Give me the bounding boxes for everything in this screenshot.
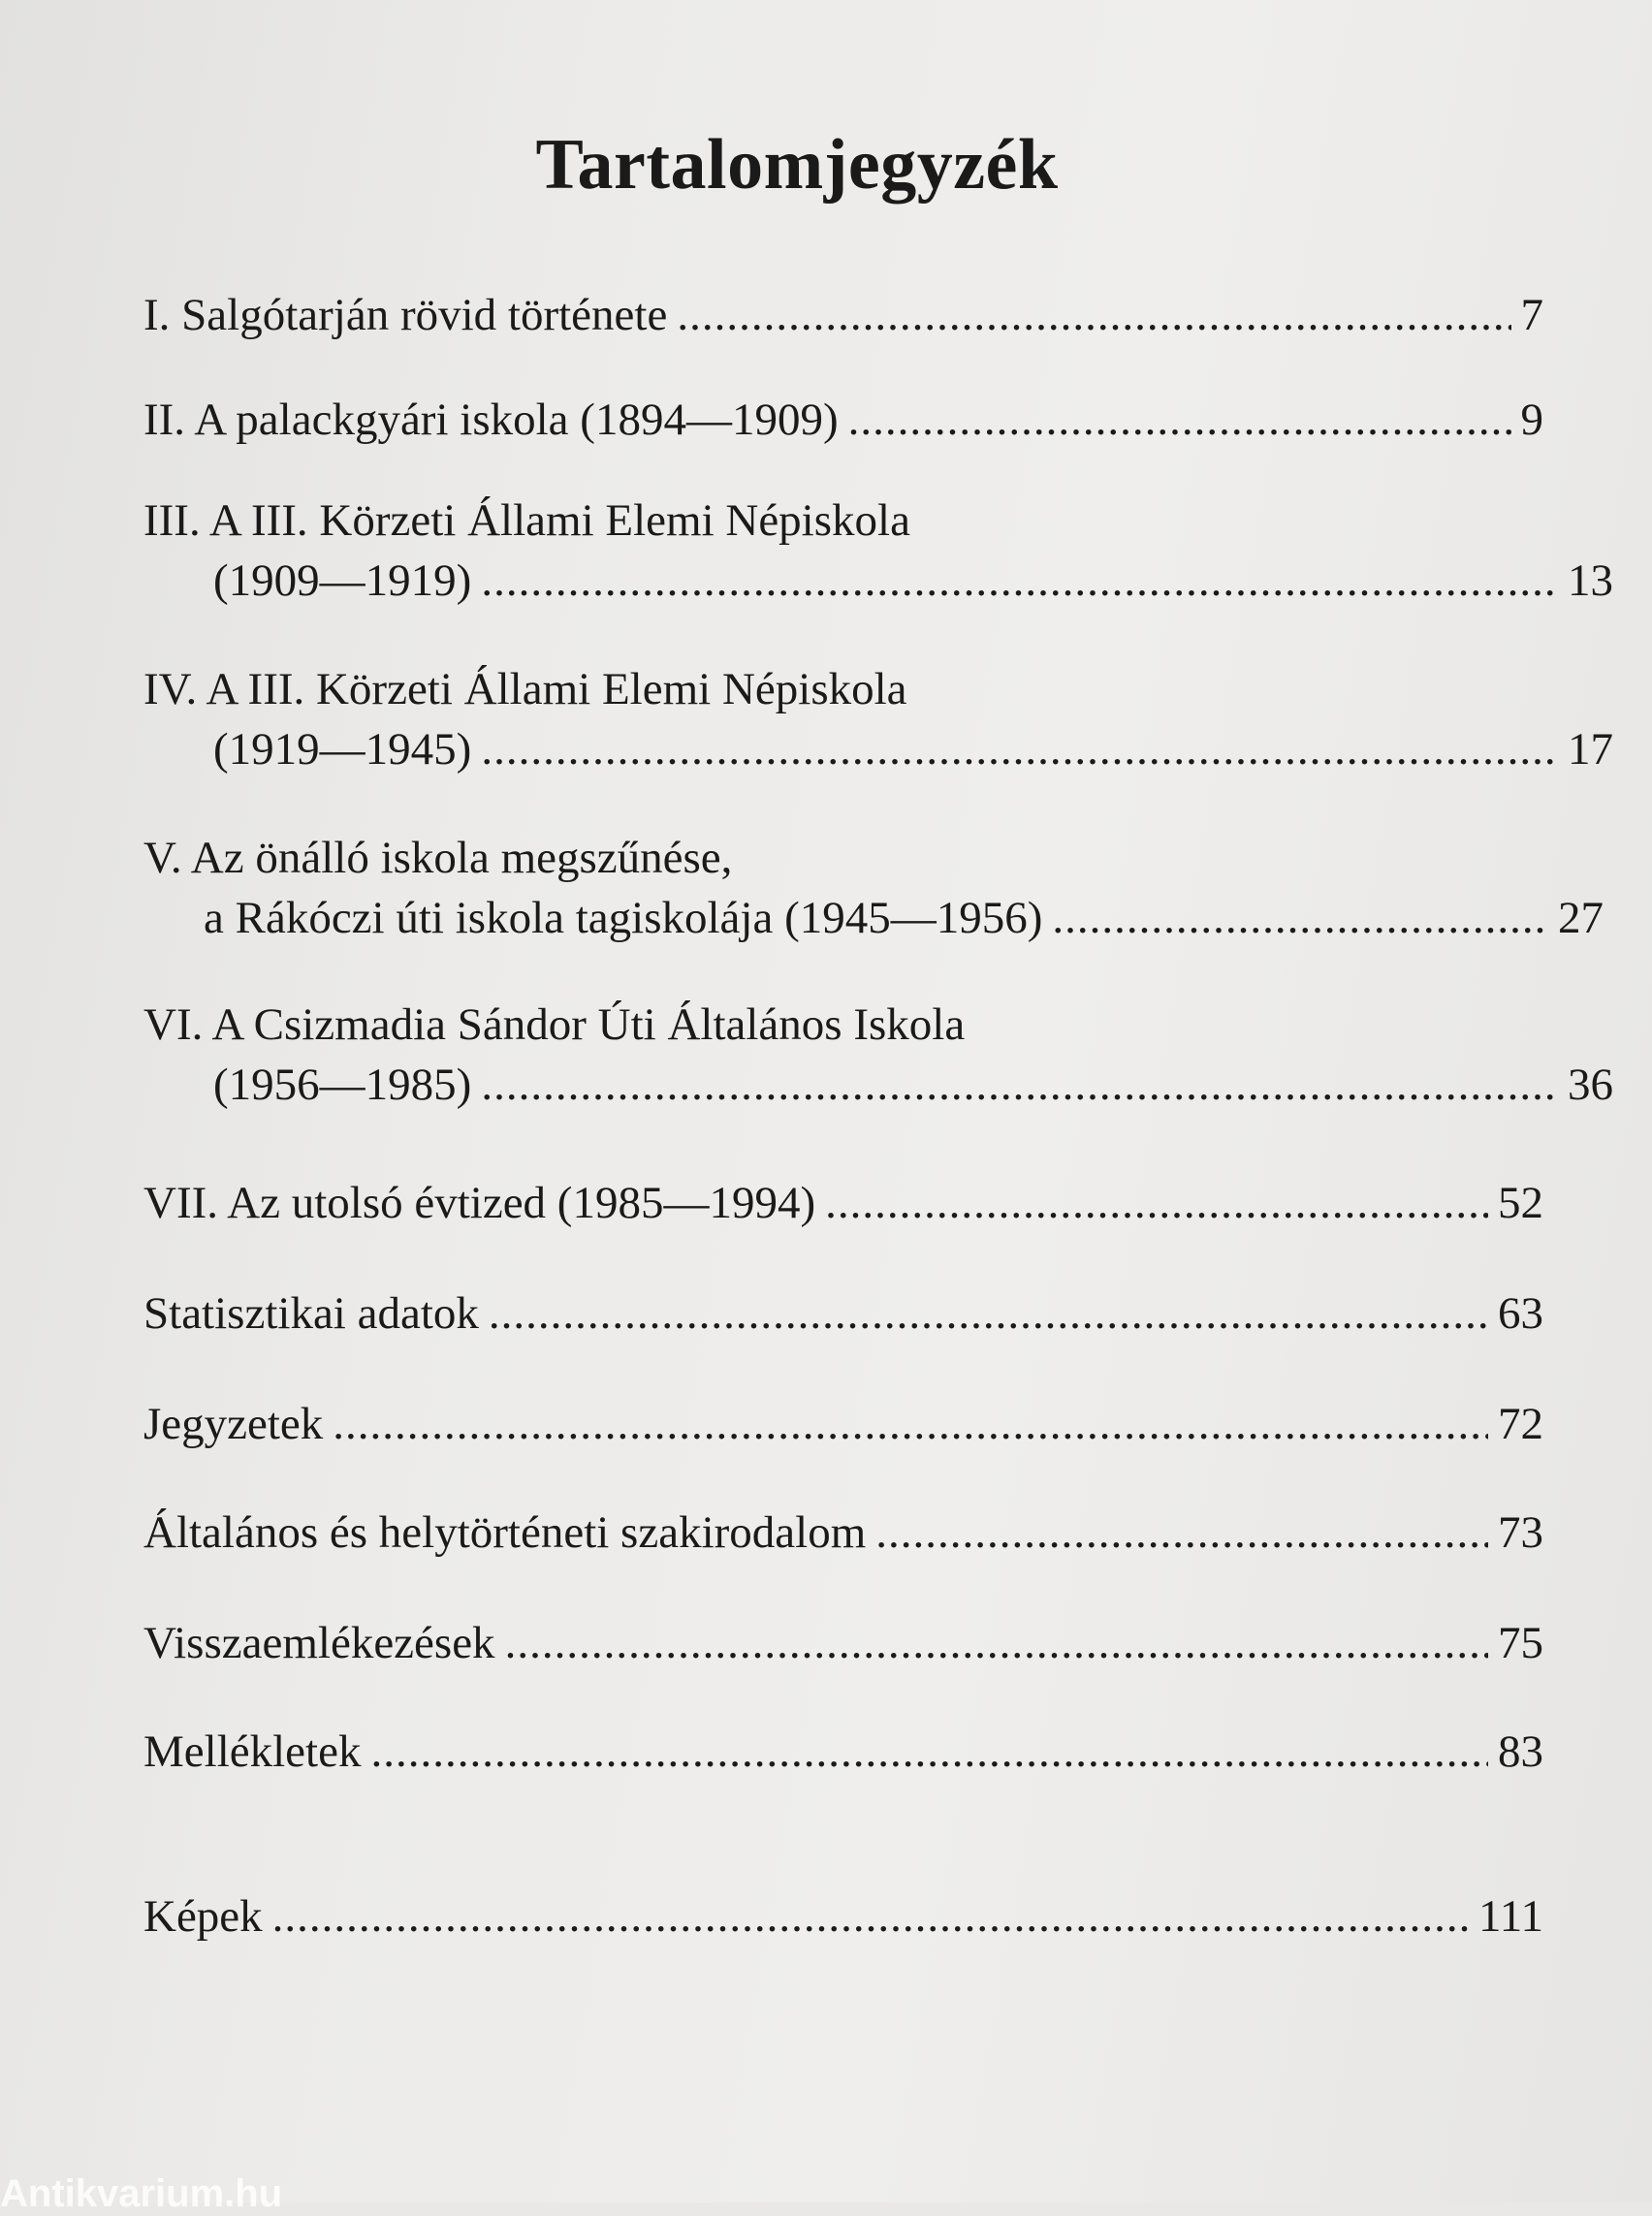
dot-leader: [481, 551, 1558, 611]
watermark-text: Antikvarium.hu: [0, 2172, 283, 2215]
page-title: Tartalomjegyzék: [535, 125, 1059, 205]
toc-entry-10: [143, 1503, 1543, 1563]
dot-leader: [370, 1722, 1488, 1782]
toc-entry-label-line1: III. A III. Körzeti Állami Elemi Népiskola: [143, 495, 910, 546]
toc-entry-page: 13: [1568, 555, 1613, 606]
toc-entry-13: [143, 1886, 1543, 1947]
toc-entry-label: VII. Az utolsó évtized (1985—1994): [143, 1178, 816, 1228]
toc-entry-page: 36: [1568, 1060, 1613, 1110]
dot-leader: [481, 1055, 1558, 1115]
toc-entry-page: 73: [1498, 1507, 1543, 1558]
toc-entry-label: a Rákóczi úti iskola tagiskolája (1945—1956): [204, 893, 1043, 943]
toc-entry-page: 17: [1568, 724, 1613, 775]
toc-entry-label: Mellékletek: [143, 1726, 362, 1777]
toc-entry-11: [143, 1613, 1543, 1673]
toc-entry-page: 63: [1498, 1288, 1543, 1339]
dot-leader: [848, 390, 1511, 450]
toc-entry-12: [143, 1722, 1543, 1782]
dot-leader: [505, 1613, 1488, 1673]
dot-leader: [272, 1886, 1469, 1947]
dot-leader: [1052, 888, 1548, 948]
toc-entry-9: [143, 1394, 1543, 1454]
toc-entry-2: [143, 390, 1543, 450]
toc-entry-label: (1909—1919): [213, 555, 472, 606]
toc-entry-page: 72: [1498, 1399, 1543, 1449]
toc-entry-label: Statisztikai adatok: [143, 1288, 479, 1339]
dot-leader: [333, 1394, 1488, 1454]
dot-leader: [481, 719, 1558, 779]
toc-entry-page: 83: [1498, 1726, 1543, 1777]
toc-entry-label: II. A palackgyári iskola (1894—1909): [143, 395, 839, 445]
toc-entry-6: [143, 995, 1613, 1115]
toc-entry-label: I. Salgótarján rövid története: [143, 290, 668, 340]
dot-leader: [825, 1173, 1488, 1233]
toc-entry-label-line1: VI. A Csizmadia Sándor Úti Általános Iskola: [143, 999, 966, 1050]
toc-entry-page: 9: [1520, 395, 1543, 445]
toc-entry-label: Általános és helytörténeti szakirodalom: [143, 1507, 867, 1558]
toc-entry-label: (1956—1985): [213, 1060, 472, 1110]
dot-leader: [677, 285, 1510, 345]
toc-entry-label: Képek: [143, 1891, 263, 1942]
dot-leader: [489, 1283, 1488, 1344]
toc-entry-8: [143, 1283, 1543, 1344]
toc-entry-4: [143, 659, 1613, 779]
toc-entry-label: Jegyzetek: [143, 1399, 324, 1449]
toc-entry-page: 75: [1498, 1618, 1543, 1668]
dot-leader: [875, 1503, 1488, 1563]
toc-entry-label-line1: V. Az önálló iskola megszűnése,: [143, 833, 733, 883]
toc-entry-label: (1919—1945): [213, 724, 472, 775]
toc-entry-page: 7: [1520, 290, 1543, 340]
toc-entry-page: 111: [1477, 1891, 1543, 1942]
toc-entry-1: [143, 285, 1543, 345]
toc-entry-7: [143, 1173, 1543, 1233]
toc-entry-label-line1: IV. A III. Körzeti Állami Elemi Népiskola: [143, 664, 907, 714]
toc-entry-label: Visszaemlékezések: [143, 1618, 495, 1668]
toc-entry-page: 27: [1558, 893, 1604, 943]
toc-entry-5: [143, 828, 1604, 948]
toc-entry-page: 52: [1498, 1178, 1543, 1228]
toc-entry-3: [143, 491, 1613, 611]
